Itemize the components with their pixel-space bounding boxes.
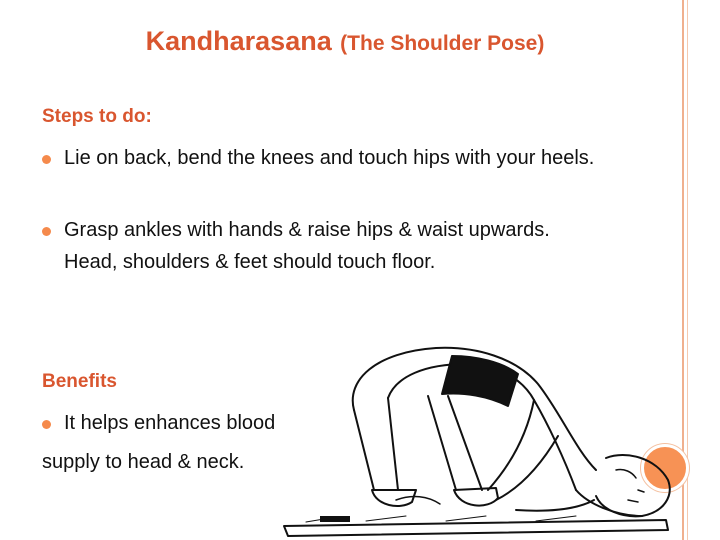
shoulder-pose-illustration — [276, 340, 678, 540]
title-main: Kandharasana — [145, 26, 332, 56]
step-item-2-text: Grasp ankles with hands & raise hips & waist upwards. Head, shoulders & feet should touch floor. — [64, 219, 550, 273]
step-item-2 — [42, 214, 602, 278]
slide-title — [0, 26, 690, 57]
bullet-icon — [42, 227, 51, 236]
steps-heading: Steps to do: — [42, 106, 152, 127]
benefits-heading: Benefits — [42, 371, 117, 392]
benefit-item-1-text: It helps enhances blood — [64, 412, 276, 434]
title-subtitle: (The Shoulder Pose) — [340, 32, 545, 55]
step-item-1 — [42, 142, 632, 174]
step-item-1-text: Lie on back, bend the knees and touch hips with your heels. — [64, 147, 595, 169]
bullet-icon — [42, 155, 51, 164]
bullet-icon — [42, 420, 51, 429]
benefit-continuation: supply to head & neck. — [42, 451, 245, 473]
